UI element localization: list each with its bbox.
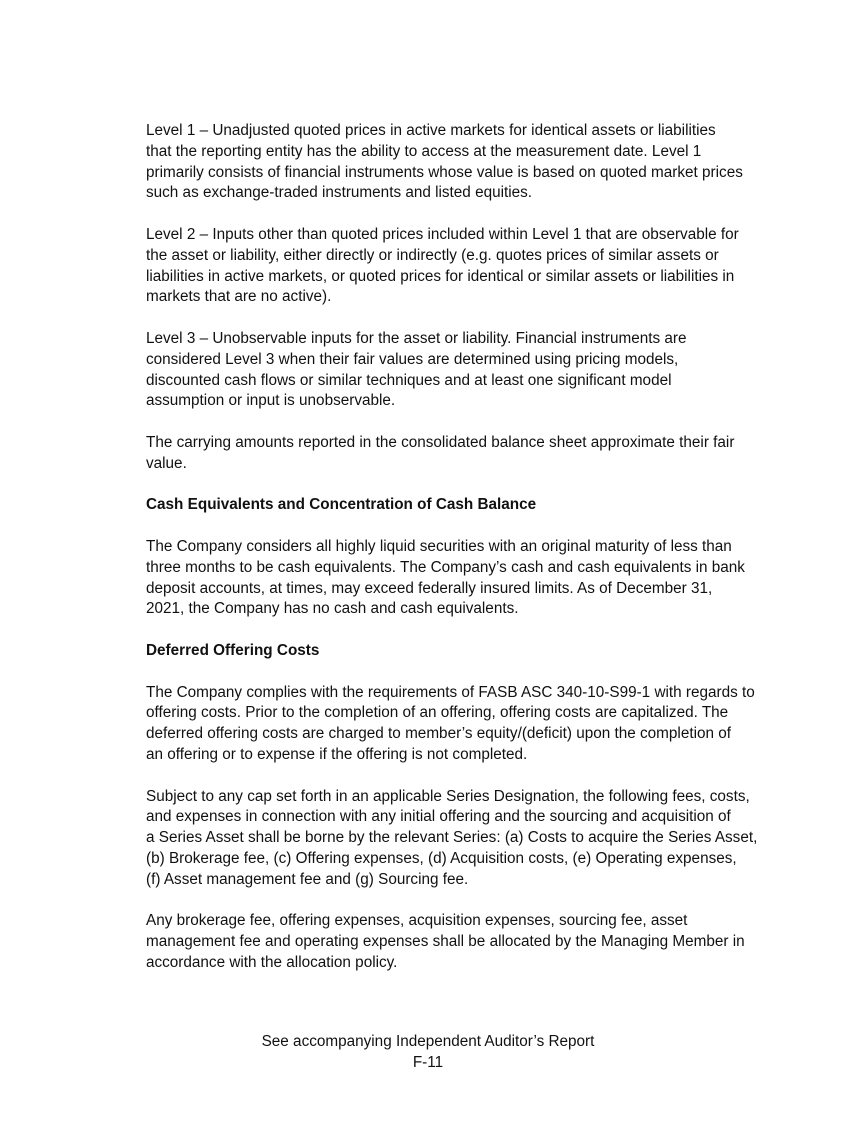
level-1-paragraph: Level 1 – Unadjusted quoted prices in active markets for identical assets or liabilities that the reporting entity has the ability to access at the measurement date. Level 1 primarily consists of financial instruments whose value is based on quoted market prices such as exchange-traded instruments and listed equities. — [146, 122, 743, 202]
document-body — [146, 121, 766, 994]
cash-equivalents-paragraph: The Company considers all highly liquid securities with an original maturity of less than three months to be cash equivalents. The Company’s cash and cash equivalents in bank deposit accounts, at times, may exceed federally insured limits. As of December 31, 2021, the Company has no cash and cash equivalents. — [146, 537, 745, 618]
series-costs-paragraph: Subject to any cap set forth in an applicable Series Designation, the following fees, costs, and expenses in connection with any initial offering and the sourcing and acquisition of a Series Asset shall be borne by the relevant Series: (a) Costs to acquire the Series Asset, (b) Brokerage fee, (c) Offering expenses, (d) Acquisition costs, (e) Operating expenses, (f) Asset management fee and (g) Sourcing fee. — [146, 787, 758, 888]
page-footer — [0, 1032, 856, 1074]
cash-equivalents-heading: Cash Equivalents and Concentration of Cash Balance — [146, 496, 537, 514]
level-2-paragraph: Level 2 – Inputs other than quoted prices included within Level 1 that are observable for the asset or liability, either directly or indirectly (e.g. quotes prices of similar assets or liabilities in active markets, or quoted prices for identical or similar assets or liabilities in markets that are no active). — [146, 225, 739, 306]
carrying-amounts-paragraph: The carrying amounts reported in the consolidated balance sheet approximate their fair value. — [146, 433, 735, 472]
level-3-paragraph: Level 3 – Unobservable inputs for the asset or liability. Financial instruments are considered Level 3 when their fair values are determined using pricing models, discounted cash flows or similar techniques and at least one significant model assumption or input is unobservable. — [146, 329, 687, 410]
allocation-paragraph: Any brokerage fee, offering expenses, acquisition expenses, sourcing fee, asset management fee and operating expenses shall be allocated by the Managing Member in accordance with the allocation policy. — [146, 912, 745, 971]
deferred-offering-costs-paragraph: The Company complies with the requirements of FASB ASC 340-10-S99-1 with regards to offering costs. Prior to the completion of an offering, offering costs are capitalized. The deferred offering costs are charged to member’s equity/(deficit) upon the completion of an offering or to expense if the offering is not completed. — [146, 683, 755, 763]
auditor-report-note: See accompanying Independent Auditor’s Report — [261, 1033, 595, 1050]
page-number: F-11 — [412, 1053, 444, 1071]
deferred-offering-costs-heading: Deferred Offering Costs — [146, 641, 320, 659]
